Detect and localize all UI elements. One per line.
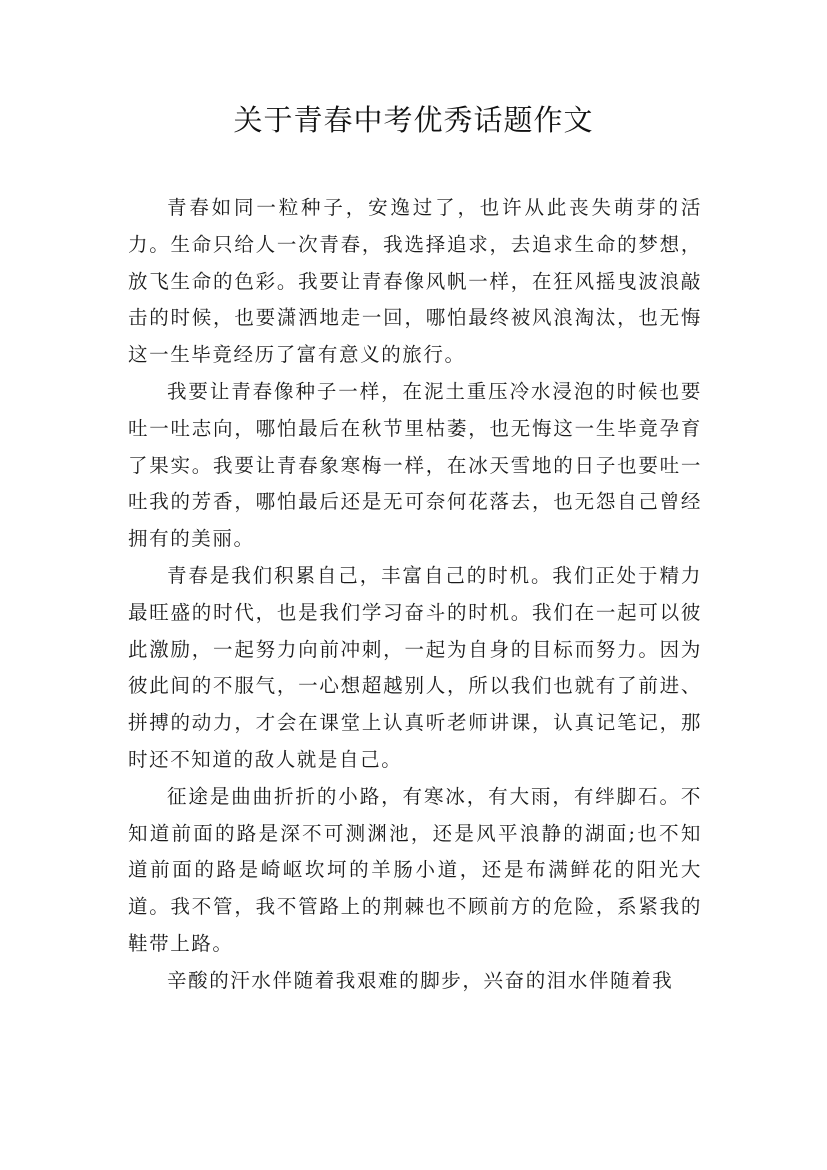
paragraph-2: 我要让青春像种子一样，在泥土重压冷水浸泡的时候也要吐一吐志向，哪怕最后在秋节里枯萎，也无悔这一生毕竟孕育了果实。我要让青春象寒梅一样，在冰天雪地的日子也要吐一吐我的芳香，哪怕最后还是无可奈何花落去，也无怨自己曾经拥有的美丽。 [128, 379, 702, 551]
paragraph-5: 辛酸的汗水伴随着我艰难的脚步，兴奋的泪水伴随着我 [167, 968, 674, 992]
paragraph-3: 青春是我们积累自己，丰富自己的时机。我们正处于精力最旺盛的时代，也是我们学习奋斗的时机。我们在一起可以彼此激励，一起努力向前冲刺，一起为自身的目标而努力。因为彼此间的不服气，一心想超越别人，所以我们也就有了前进、拼搏的动力，才会在课堂上认真听老师讲课，认真记笔记，那时还不知道的敌人就是自己。 [128, 563, 702, 771]
paragraph-1: 青春如同一粒种子，安逸过了，也许从此丧失萌芽的活力。生命只给人一次青春，我选择追求，去追求生命的梦想，放飞生命的色彩。我要让青春像风帆一样，在狂风摇曳波浪敲击的时候，也要潇洒地走一回，哪怕最终被风浪淘汰，也无悔这一生毕竟经历了富有意义的旅行。 [128, 196, 702, 367]
paragraph-4: 征途是曲曲折折的小路，有寒冰，有大雨，有绊脚石。不知道前面的路是深不可测渊池，还是风平浪静的湖面;也不知道前面的路是崎岖坎坷的羊肠小道，还是布满鲜花的阳光大道。我不管，我不管路上的荆棘也不顾前方的危险，系紧我的鞋带上路。 [128, 784, 702, 955]
document-body [128, 190, 702, 1000]
document-title: 关于青春中考优秀话题作文 [233, 103, 594, 137]
